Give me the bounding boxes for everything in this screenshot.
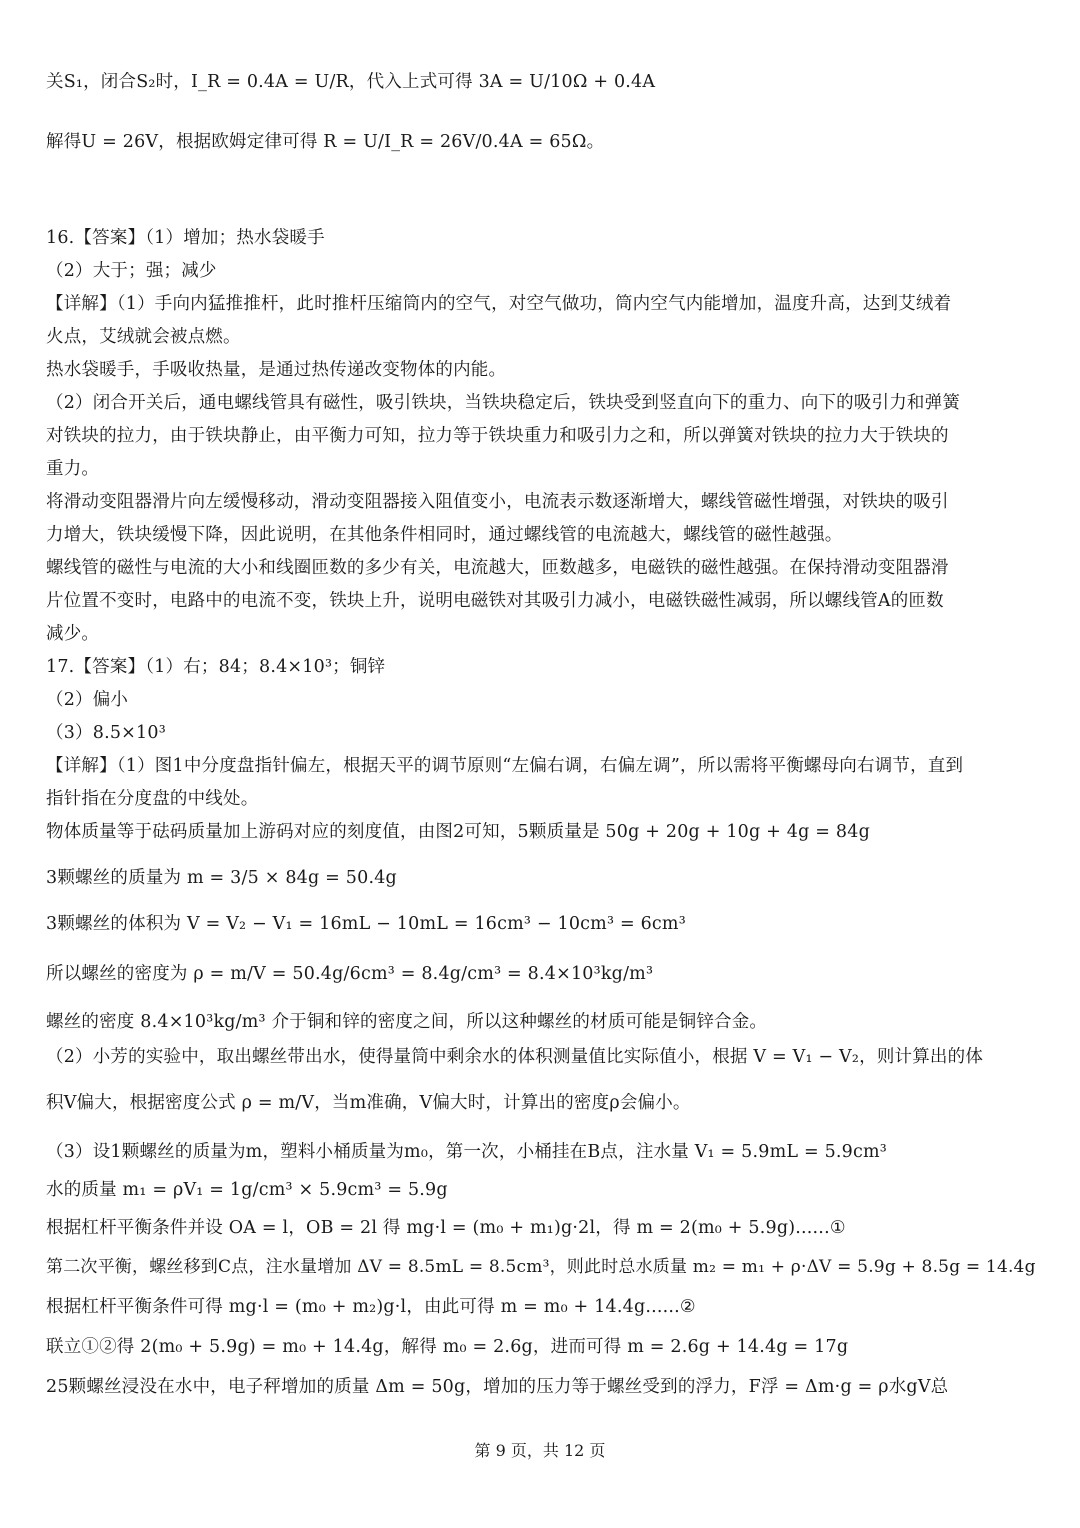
text-line: 物体质量等于砝码质量加上游码对应的刻度值，由图2可知，5颗质量是 50g + 20g + 10g + 4g = 84g — [46, 822, 871, 842]
text-line: 对铁块的拉力，由于铁块静止，由平衡力可知，拉力等于铁块重力和吸引力之和，所以弹簧对铁块的拉力大于铁块的 — [46, 426, 949, 446]
text-line: 3颗螺丝的体积为 V = V₂ − V₁ = 16mL − 10mL = 16cm³ − 10cm³ = 6cm³ — [46, 914, 686, 934]
text-line: 力增大，铁块缓慢下降，因此说明，在其他条件相同时，通过螺线管的电流越大，螺线管的磁性越强。 — [46, 525, 843, 545]
text-line: 水的质量 m₁ = ρV₁ = 1g/cm³ × 5.9cm³ = 5.9g — [46, 1180, 448, 1200]
text-line: （3）设1颗螺丝的质量为m，塑料小桶质量为m₀，第一次，小桶挂在B点，注水量 V₁ = 5.9mL = 5.9cm³ — [46, 1142, 888, 1162]
text-line: 关S₁，闭合S₂时，I_R = 0.4A = U/R，代入上式可得 3A = U/10Ω + 0.4A — [46, 72, 656, 92]
answer-17-heading: 17.【答案】（1）右；84；8.4×10³；铜锌 — [46, 657, 386, 677]
text-line: （3）8.5×10³ — [46, 723, 166, 743]
text-line: （2）偏小 — [46, 690, 129, 710]
text-line: 重力。 — [46, 459, 100, 479]
text-line: 所以螺丝的密度为 ρ = m/V = 50.4g/6cm³ = 8.4g/cm³ = 8.4×10³kg/m³ — [46, 964, 654, 984]
answer-16-heading: 16.【答案】（1）增加；热水袋暖手 — [46, 228, 325, 248]
text-line: 3颗螺丝的质量为 m = 3/5 × 84g = 50.4g — [46, 868, 397, 888]
text-line: 减少。 — [46, 624, 100, 644]
text-line: 指针指在分度盘的中线处。 — [46, 789, 259, 809]
text-line: 根据杠杆平衡条件并设 OA = l，OB = 2l 得 mg·l = (m₀ + m₁)g·2l，得 m = 2(m₀ + 5.9g)......① — [46, 1218, 846, 1238]
text-line: 将滑动变阻器滑片向左缓慢移动，滑动变阻器接入阻值变小，电流表示数逐渐增大，螺线管磁性增强，对铁块的吸引 — [46, 492, 949, 512]
text-line: （2）大于；强；减少 — [46, 261, 217, 281]
text-line: 25颗螺丝浸没在水中，电子秤增加的质量 Δm = 50g，增加的压力等于螺丝受到的浮力，F浮 = Δm·g = ρ水gV总 — [46, 1377, 949, 1397]
text-line: （2）小芳的实验中，取出螺丝带出水，使得量筒中剩余水的体积测量值比实际值小，根据 V = V₁ − V₂，则计算出的体 — [46, 1047, 984, 1067]
text-line: 第二次平衡，螺丝移到C点，注水量增加 ΔV = 8.5mL = 8.5cm³，则此时总水质量 m₂ = m₁ + ρ·ΔV = 5.9g + 8.5g = 14.4g — [46, 1257, 1036, 1277]
text-line: 热水袋暖手，手吸收热量，是通过热传递改变物体的内能。 — [46, 360, 507, 380]
text-line: 根据杠杆平衡条件可得 mg·l = (m₀ + m₂)g·l，由此可得 m = m₀ + 14.4g......② — [46, 1297, 696, 1317]
page-footer: 第 9 页，共 12 页 — [474, 1441, 606, 1460]
text-line: 积V偏大，根据密度公式 ρ = m/V，当m准确，V偏大时，计算出的密度ρ会偏小。 — [46, 1093, 691, 1113]
text-line: 联立①②得 2(m₀ + 5.9g) = m₀ + 14.4g，解得 m₀ = 2.6g，进而可得 m = 2.6g + 14.4g = 17g — [46, 1337, 849, 1357]
text-line: 【详解】（1）图1中分度盘指针偏左，根据天平的调节原则“左偏右调，右偏左调”，所以需将平衡螺母向右调节，直到 — [46, 756, 964, 776]
text-line: 片位置不变时，电路中的电流不变，铁块上升，说明电磁铁对其吸引力减小，电磁铁磁性减弱，所以螺线管A的匝数 — [46, 591, 944, 611]
text-line: 【详解】（1）手向内猛推推杆，此时推杆压缩筒内的空气，对空气做功，筒内空气内能增加，温度升高，达到艾绒着 — [46, 294, 952, 314]
text-line: 火点，艾绒就会被点燃。 — [46, 327, 241, 347]
text-line: 螺线管的磁性与电流的大小和线圈匝数的多少有关，电流越大，匝数越多，电磁铁的磁性越强。在保持滑动变阻器滑 — [46, 558, 949, 578]
text-line: （2）闭合开关后，通电螺线管具有磁性，吸引铁块，当铁块稳定后，铁块受到竖直向下的重力、向下的吸引力和弹簧 — [46, 393, 961, 413]
text-line: 解得U = 26V，根据欧姆定律可得 R = U/I_R = 26V/0.4A = 65Ω。 — [46, 132, 605, 152]
text-line: 螺丝的密度 8.4×10³kg/m³ 介于铜和锌的密度之间，所以这种螺丝的材质可能是铜锌合金。 — [46, 1012, 768, 1032]
